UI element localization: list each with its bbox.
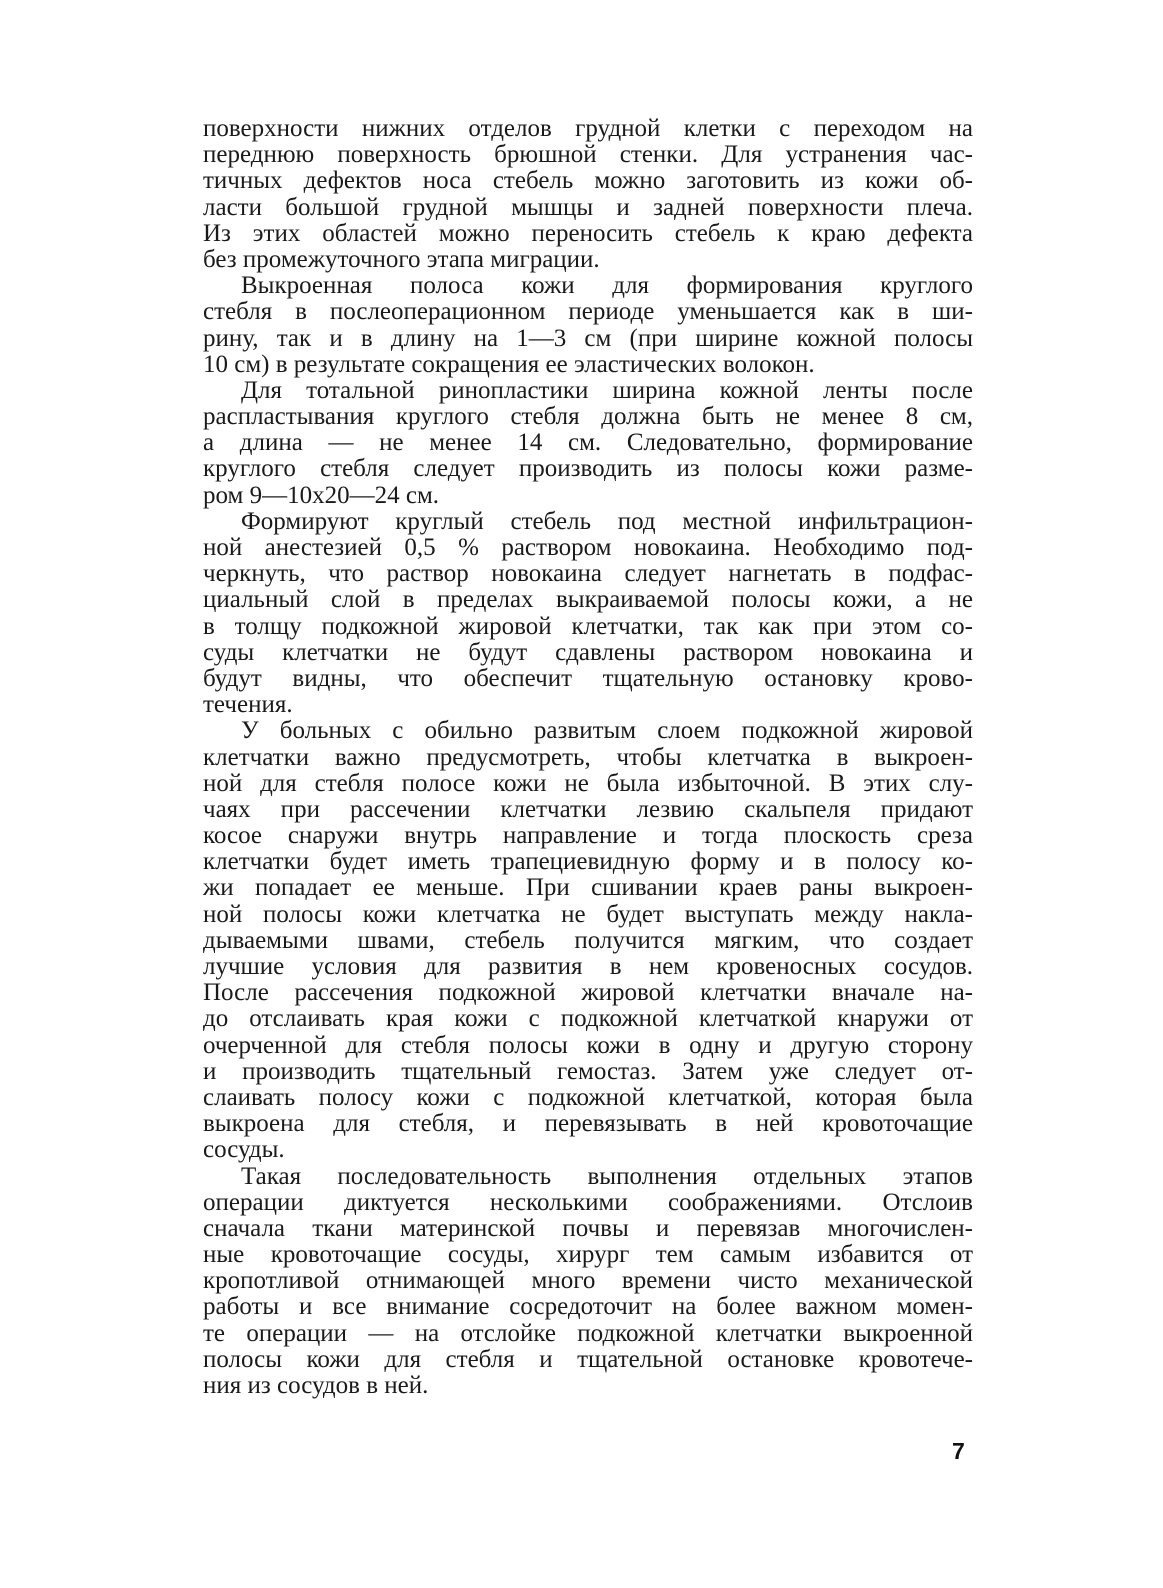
- text-line: лучшие условия для развития в нем кровеносных сосудов.: [203, 953, 973, 980]
- text-line: распластывания круглого стебля должна быть не менее 8 см,: [203, 403, 973, 431]
- text-line: ные кровоточащие сосуды, хирург тем самым избавится от: [203, 1241, 973, 1269]
- text-line: сосуды.: [203, 1136, 285, 1164]
- paragraph: [203, 718, 973, 1163]
- text-line: Формируют круглый стебель под местной инфильтрацион-: [241, 507, 973, 535]
- text-line: слаивать полосу кожи с подкожной клетчаткой, которая была: [203, 1083, 973, 1111]
- text-line: Выкроенная полоса кожи для формирования круглого: [241, 272, 973, 300]
- body-text: [203, 116, 973, 1399]
- text-line: круглого стебля следует производить из полосы кожи разме-: [203, 455, 973, 483]
- text-line: те операции — на отслойке подкожной клетчатки выкроенной: [203, 1319, 973, 1347]
- paragraph: [203, 273, 973, 378]
- text-line: кропотливой отнимающей много времени чисто механической: [203, 1267, 973, 1295]
- text-line: ной анестезией 0,5 % раствором новокаина. Необходимо под-: [203, 534, 973, 561]
- text-line: без промежуточного этапа миграции.: [203, 245, 600, 273]
- text-line: течения.: [203, 691, 293, 719]
- text-line: будут видны, что обеспечит тщательную остановку крово-: [203, 664, 973, 692]
- text-line: ласти большой грудной мышцы и задней поверхности плеча.: [203, 193, 973, 221]
- text-line: После рассечения подкожной жировой клетчатки вначале на-: [203, 979, 973, 1007]
- text-line: косое снаружи внутрь направление и тогда плоскость среза: [203, 822, 973, 850]
- text-line: циальный слой в пределах выкраиваемой полосы кожи, а не: [203, 586, 973, 614]
- paragraph: [203, 116, 973, 273]
- text-line: операции диктуется несколькими соображениями. Отслоив: [203, 1188, 973, 1216]
- text-line: жи попадает ее меньше. При сшивании краев раны выкроен-: [203, 874, 973, 902]
- text-line: клетчатки будет иметь трапециевидную форму и в полосу ко-: [203, 848, 973, 876]
- text-line: очерченной для стебля полосы кожи в одну и другую сторону: [203, 1031, 973, 1059]
- text-line: суды клетчатки не будут сдавлены раствором новокаина и: [203, 638, 973, 666]
- text-line: ния из сосудов в ней.: [203, 1372, 429, 1399]
- text-line: рину, так и в длину на 1—3 см (при ширине кожной полосы: [203, 324, 973, 352]
- text-line: чаях при рассечении клетчатки лезвию скальпеля придают: [203, 795, 973, 823]
- text-line: в толщу подкожной жировой клетчатки, так как при этом со-: [203, 612, 973, 640]
- text-line: переднюю поверхность брюшной стенки. Для устранения час-: [203, 141, 973, 169]
- text-line: до отслаивать края кожи с подкожной клетчаткой кнаружи от: [203, 1005, 973, 1033]
- text-line: Из этих областей можно переносить стебель к краю дефекта: [203, 219, 973, 247]
- text-line: стебля в послеоперационном периоде уменьшается как в ши-: [203, 298, 973, 326]
- paragraph: [203, 378, 973, 509]
- text-line: клетчатки важно предусмотреть, чтобы клетчатка в выкроен-: [203, 743, 973, 771]
- paragraph: [203, 1164, 973, 1400]
- text-line: поверхности нижних отделов грудной клетки с переходом на: [203, 115, 973, 142]
- text-line: дываемыми швами, стебель получится мягким, что создает: [203, 926, 973, 954]
- text-line: черкнуть, что раствор новокаина следует нагнетать в подфас-: [203, 560, 973, 588]
- page-number: 7: [952, 1438, 965, 1464]
- text-line: и производить тщательный гемостаз. Затем уже следует от-: [203, 1057, 973, 1085]
- text-line: а длина — не менее 14 см. Следовательно, формирование: [203, 429, 973, 457]
- text-line: 10 см) в результате сокращения ее эластических волокон.: [203, 350, 815, 378]
- text-line: Для тотальной ринопластики ширина кожной ленты после: [241, 376, 973, 404]
- text-line: ной полосы кожи клетчатка не будет выступать между накла-: [203, 900, 973, 928]
- paragraph: [203, 509, 973, 719]
- text-line: ром 9—10x20—24 см.: [203, 481, 440, 509]
- text-line: сначала ткани материнской почвы и перевязав многочислен-: [203, 1214, 973, 1242]
- text-line: У больных с обильно развитым слоем подкожной жировой: [241, 717, 973, 745]
- text-line: выкроена для стебля, и перевязывать в ней кровоточащие: [203, 1110, 973, 1138]
- text-line: Такая последовательность выполнения отдельных этапов: [241, 1162, 973, 1190]
- text-line: ной для стебля полосе кожи не была избыточной. В этих слу-: [203, 769, 973, 797]
- text-line: тичных дефектов носа стебель можно заготовить из кожи об-: [203, 167, 973, 195]
- text-line: полосы кожи для стебля и тщательной остановке кровотече-: [203, 1345, 973, 1373]
- text-line: работы и все внимание сосредоточит на более важном момен-: [203, 1293, 973, 1321]
